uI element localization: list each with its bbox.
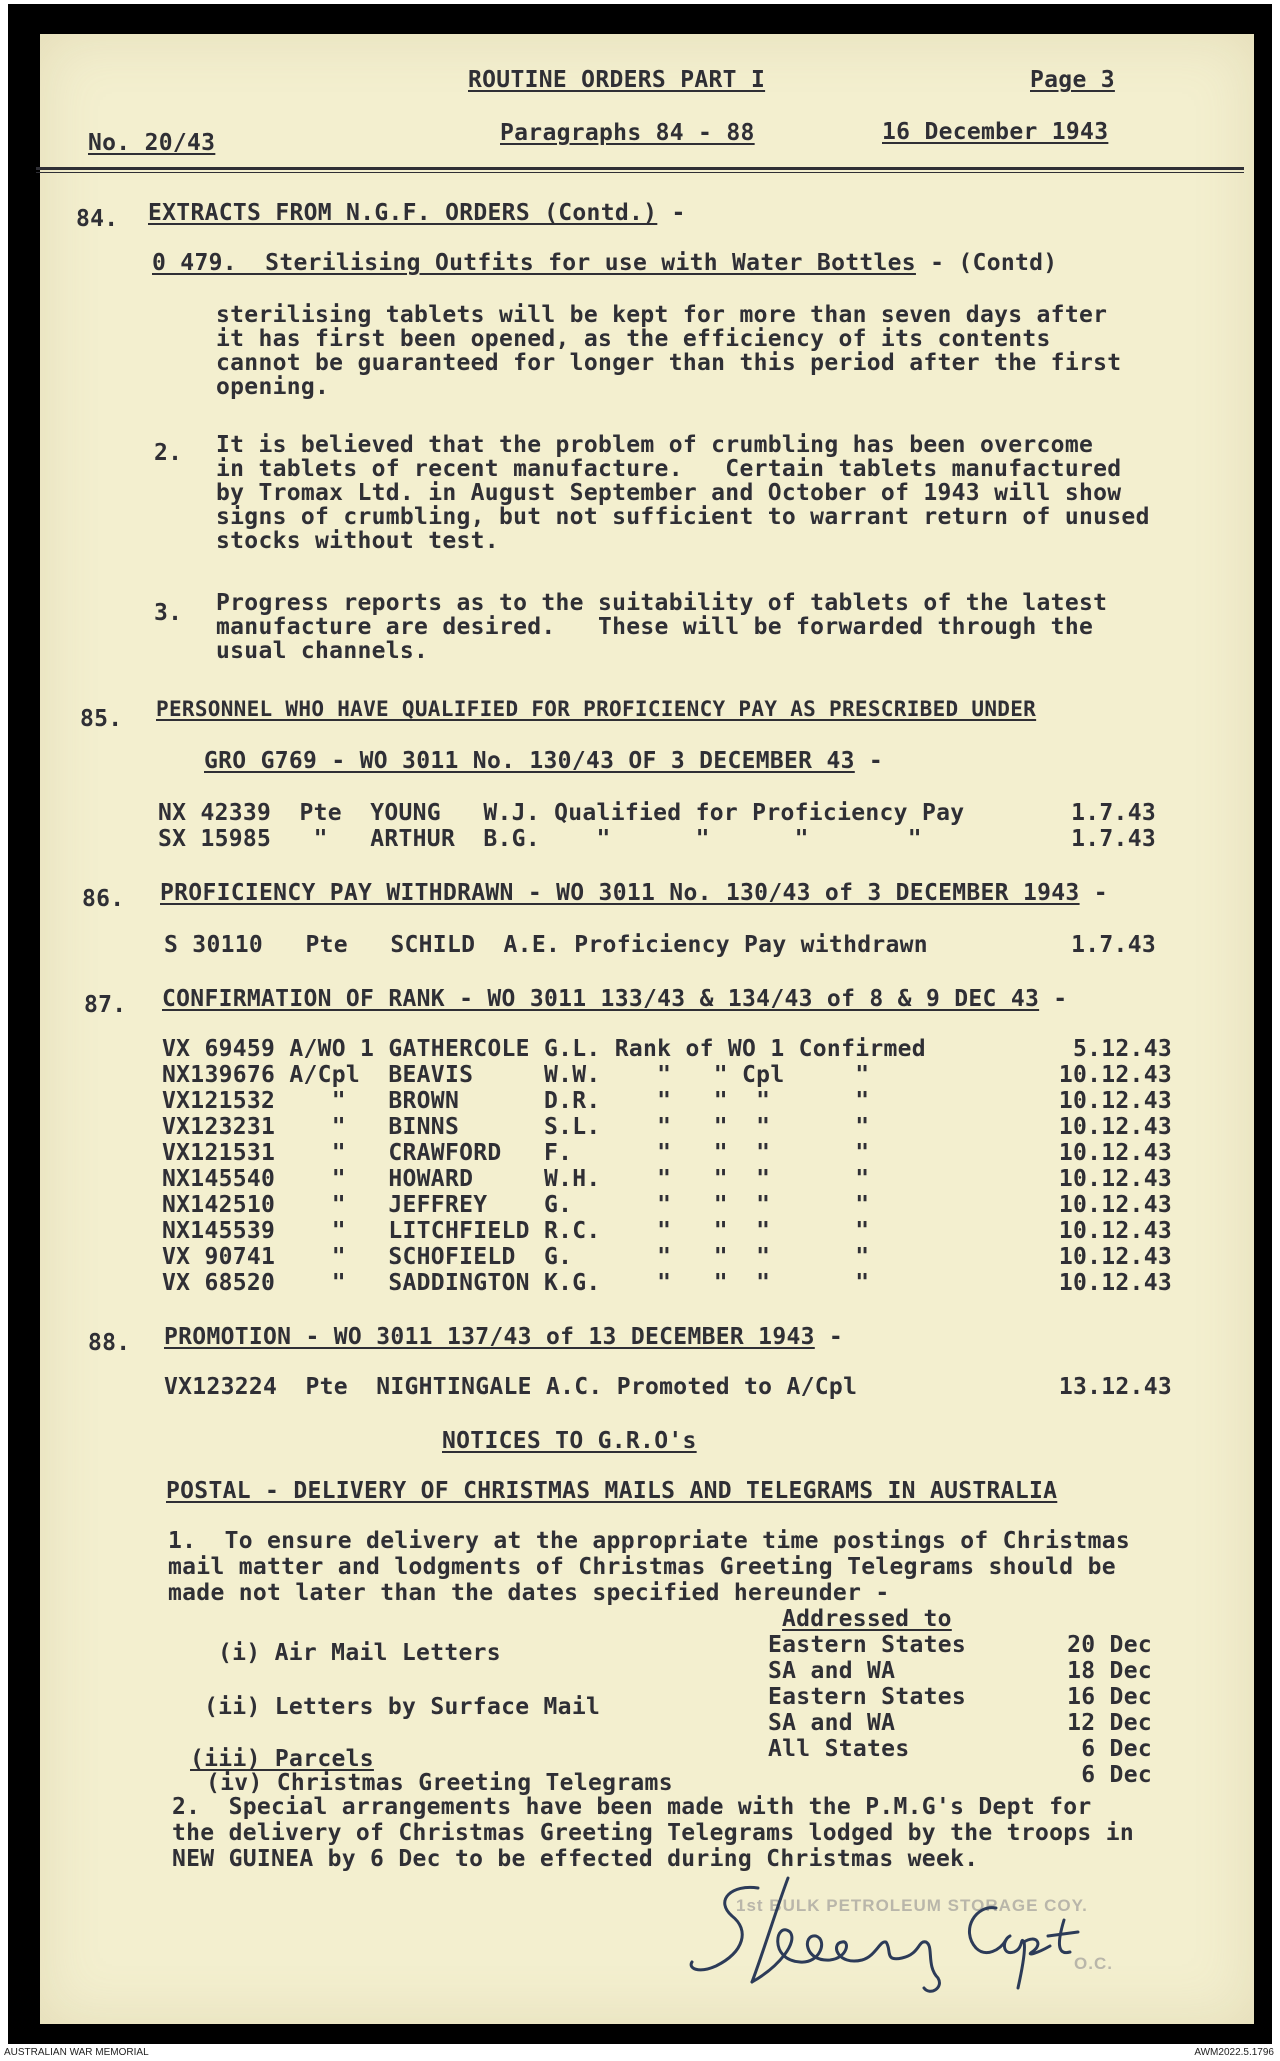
table-row: VX123231 " BINNS S.L. " " " " bbox=[162, 1114, 870, 1140]
table-row: VX 69459 A/WO 1 GATHERCOLE G.L. Rank of WO 1 Confirmed bbox=[162, 1036, 926, 1062]
table-row-date: 10.12.43 bbox=[1058, 1244, 1172, 1270]
table-row-date: 10.12.43 bbox=[1058, 1088, 1172, 1114]
postal-item-date: 20 Dec bbox=[1067, 1632, 1152, 1658]
paragraph-range: Paragraphs 84 - 88 bbox=[500, 120, 755, 146]
postal-intro-line: 1. To ensure delivery at the appropriate time postings of Christmas bbox=[168, 1528, 1131, 1554]
postal-item-label: (iii) Parcels bbox=[190, 1746, 374, 1772]
para-84-item-3-line: usual channels. bbox=[216, 638, 429, 664]
table-row: NX 42339 Pte YOUNG W.J. Qualified for Proficiency Pay bbox=[158, 800, 965, 826]
para-85-number: 85. bbox=[80, 706, 123, 732]
notices-title: NOTICES TO G.R.O's bbox=[442, 1428, 697, 1454]
postal-item-2-line: the delivery of Christmas Greeting Telegrams lodged by the troops in bbox=[172, 1820, 1135, 1846]
para-84-line: sterilising tablets will be kept for more than seven days after bbox=[216, 302, 1108, 328]
document-title: ROUTINE ORDERS PART I bbox=[468, 67, 766, 93]
postal-item-destination: SA and WA bbox=[768, 1658, 896, 1684]
para-84-subheading: 0 479. Sterilising Outfits for use with Water Bottles - (Contd) bbox=[152, 250, 1058, 276]
table-row: S 30110 Pte SCHILD A.E. Proficiency Pay withdrawn bbox=[164, 932, 928, 958]
table-row-date: 10.12.43 bbox=[1058, 1114, 1172, 1140]
para-84-item-3-line: Progress reports as to the suitability of tablets of the latest bbox=[216, 590, 1108, 616]
postal-item-destination: All States bbox=[768, 1736, 910, 1762]
postal-item-date: 6 Dec bbox=[1081, 1762, 1152, 1788]
table-row: SX 15985 " ARTHUR B.G. " " " " bbox=[158, 826, 922, 852]
postal-item-destination: Eastern States bbox=[768, 1632, 967, 1658]
para-84-item-2-line: signs of crumbling, but not sufficient to warrant return of unused bbox=[216, 504, 1150, 530]
table-row-date: 10.12.43 bbox=[1058, 1218, 1172, 1244]
table-row: VX 68520 " SADDINGTON K.G. " " " " bbox=[162, 1270, 870, 1296]
table-row-date: 13.12.43 bbox=[1058, 1374, 1172, 1400]
table-row-date: 10.12.43 bbox=[1058, 1166, 1172, 1192]
para-85-heading: PERSONNEL WHO HAVE QUALIFIED FOR PROFICIENCY PAY AS PRESCRIBED UNDER bbox=[156, 697, 1037, 721]
footer-credit: AUSTRALIAN WAR MEMORIAL bbox=[4, 2047, 149, 2058]
table-row: NX145539 " LITCHFIELD R.C. " " " " bbox=[162, 1218, 870, 1244]
header-rule-thin bbox=[36, 172, 1244, 173]
para-84-line: cannot be guaranteed for longer than this period after the first bbox=[216, 350, 1122, 376]
postal-item-destination: Eastern States bbox=[768, 1684, 967, 1710]
table-row: VX123224 Pte NIGHTINGALE A.C. Promoted to A/Cpl bbox=[164, 1374, 858, 1400]
postal-intro-line: mail matter and lodgments of Christmas Greeting Telegrams should be bbox=[168, 1554, 1116, 1580]
table-row-date: 10.12.43 bbox=[1058, 1270, 1172, 1296]
table-row: NX142510 " JEFFREY G. " " " " bbox=[162, 1192, 870, 1218]
postal-item-label: (ii) Letters by Surface Mail bbox=[204, 1694, 601, 1720]
postal-heading: POSTAL - DELIVERY OF CHRISTMAS MAILS AND TELEGRAMS IN AUSTRALIA bbox=[166, 1478, 1058, 1504]
table-row-date: 10.12.43 bbox=[1058, 1140, 1172, 1166]
postal-item-label: (i) Air Mail Letters bbox=[218, 1640, 501, 1666]
page-number: Page 3 bbox=[1030, 67, 1115, 93]
order-date: 16 December 1943 bbox=[882, 119, 1109, 145]
para-84-item-2-line: in tablets of recent manufacture. Certain tablets manufactured bbox=[216, 456, 1122, 482]
postal-item-destination: SA and WA bbox=[768, 1710, 896, 1736]
postal-item-date: 12 Dec bbox=[1067, 1710, 1152, 1736]
postal-item-date: 6 Dec bbox=[1081, 1736, 1152, 1762]
table-row: VX121532 " BROWN D.R. " " " " bbox=[162, 1088, 870, 1114]
table-row-date: 1.7.43 bbox=[1071, 800, 1156, 826]
unit-stamp: 1st BULK PETROLEUM STORAGE COY. bbox=[736, 1896, 1088, 1915]
postal-item-label: (iv) Christmas Greeting Telegrams bbox=[206, 1770, 673, 1796]
para-86-number: 86. bbox=[82, 886, 125, 912]
table-row-date: 5.12.43 bbox=[1072, 1036, 1172, 1062]
postal-item-date: 16 Dec bbox=[1067, 1684, 1152, 1710]
table-row: VX 90741 " SCHOFIELD G. " " " " bbox=[162, 1244, 870, 1270]
postal-item-2-line: NEW GUINEA by 6 Dec to be effected during Christmas week. bbox=[172, 1846, 979, 1872]
table-row-date: 10.12.43 bbox=[1058, 1192, 1172, 1218]
para-84-item-2-line: by Tromax Ltd. in August September and October of 1943 will show bbox=[216, 480, 1122, 506]
footer-reference: AWM2022.5.1796 bbox=[1194, 2047, 1274, 2058]
para-84-item-3-line: manufacture are desired. These will be forwarded through the bbox=[216, 614, 1094, 640]
order-number: No. 20/43 bbox=[88, 130, 216, 156]
para-84-number: 84. bbox=[76, 206, 119, 232]
para-84-line: opening. bbox=[216, 374, 330, 400]
para-84-item-2-line: stocks without test. bbox=[216, 528, 499, 554]
unit-stamp-role: O.C. bbox=[1074, 1954, 1113, 1973]
para-84-heading: EXTRACTS FROM N.G.F. ORDERS (Contd.) - bbox=[148, 200, 686, 226]
para-86-heading: PROFICIENCY PAY WITHDRAWN - WO 3011 No. 130/43 of 3 DECEMBER 1943 - bbox=[160, 880, 1108, 906]
para-87-number: 87. bbox=[84, 992, 127, 1018]
postal-intro-line: made not later than the dates specified hereunder - bbox=[168, 1580, 890, 1606]
para-84-line: it has first been opened, as the efficiency of its contents bbox=[216, 326, 1051, 352]
table-row: VX121531 " CRAWFORD F. " " " " bbox=[162, 1140, 870, 1166]
para-84-item-3-number: 3. bbox=[154, 600, 183, 626]
table-row: NX145540 " HOWARD W.H. " " " " bbox=[162, 1166, 870, 1192]
para-88-number: 88. bbox=[88, 1330, 131, 1356]
para-85-subheading: GRO G769 - WO 3011 No. 130/43 OF 3 DECEMBER 43 - bbox=[204, 748, 884, 774]
header-rule bbox=[36, 167, 1244, 170]
para-84-item-2-line: It is believed that the problem of crumbling has been overcome bbox=[216, 432, 1094, 458]
handwritten-signature bbox=[680, 1870, 1120, 2000]
para-84-item-2-number: 2. bbox=[154, 440, 183, 466]
para-88-heading: PROMOTION - WO 3011 137/43 of 13 DECEMBER 1943 - bbox=[164, 1324, 844, 1350]
table-row-date: 1.7.43 bbox=[1071, 826, 1156, 852]
para-87-heading: CONFIRMATION OF RANK - WO 3011 133/43 & 134/43 of 8 & 9 DEC 43 - bbox=[162, 986, 1068, 1012]
addressed-to-heading: Addressed to bbox=[782, 1606, 952, 1632]
table-row: NX139676 A/Cpl BEAVIS W.W. " " Cpl " bbox=[162, 1062, 870, 1088]
postal-item-2-line: 2. Special arrangements have been made with the P.M.G's Dept for bbox=[172, 1794, 1092, 1820]
table-row-date: 1.7.43 bbox=[1071, 932, 1156, 958]
postal-item-date: 18 Dec bbox=[1067, 1658, 1152, 1684]
table-row-date: 10.12.43 bbox=[1058, 1062, 1172, 1088]
